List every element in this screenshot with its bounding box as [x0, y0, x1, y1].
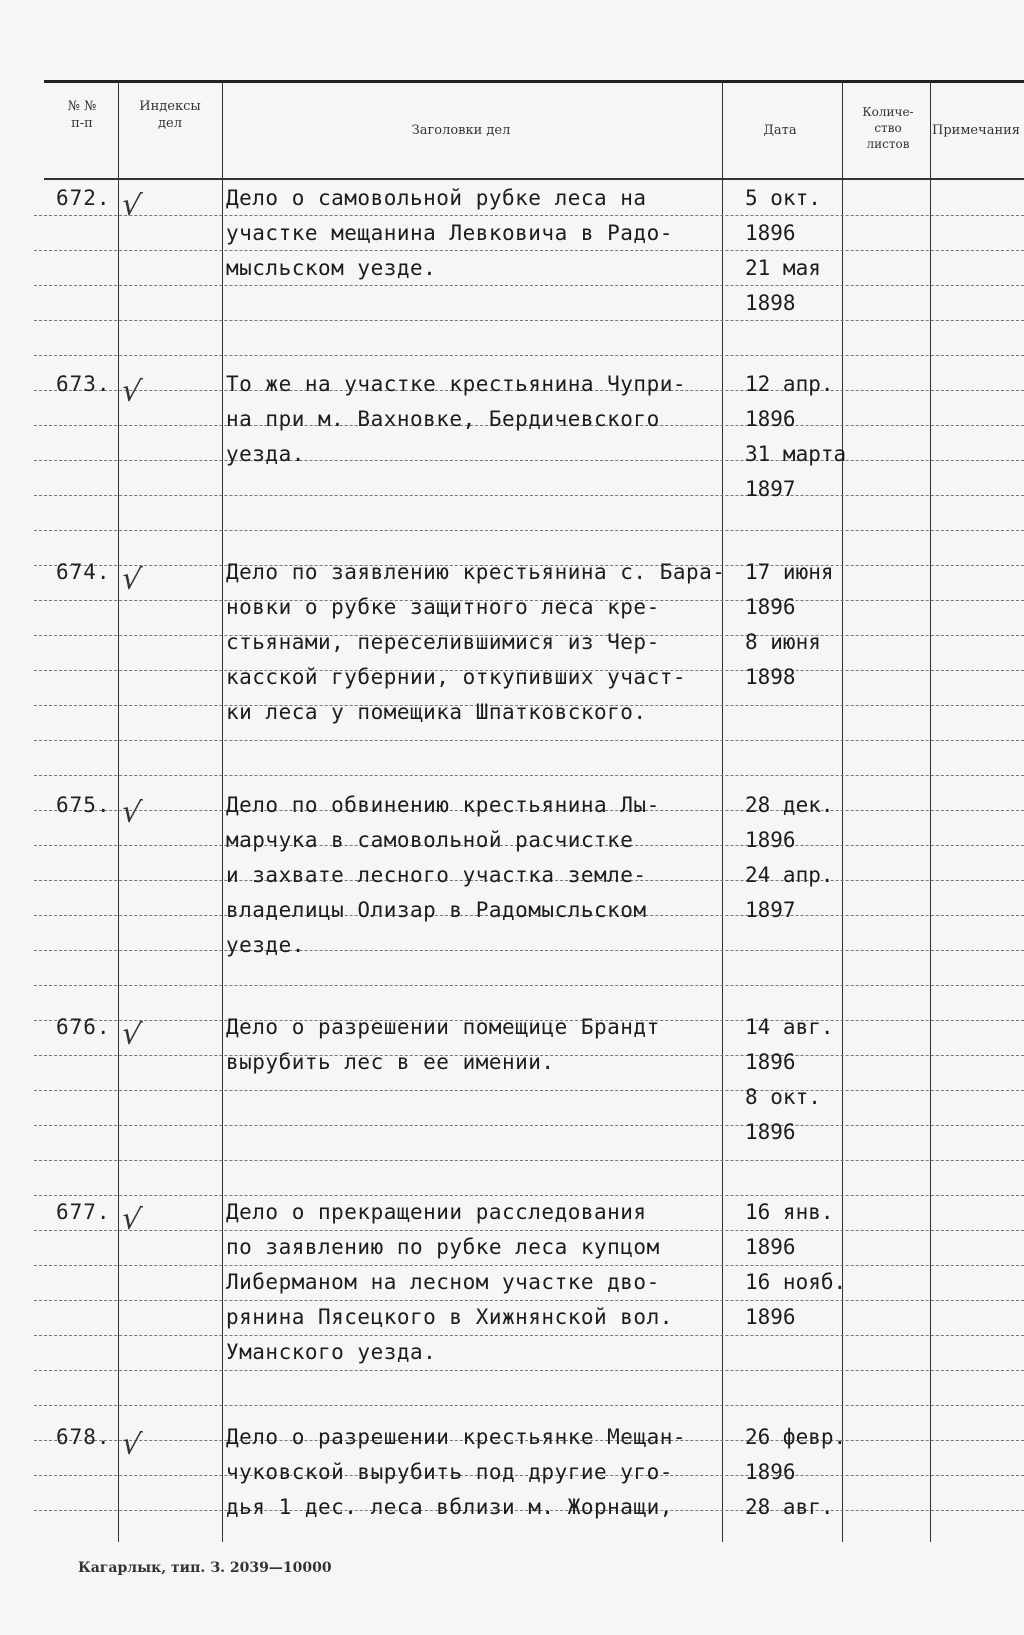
ruled-line — [34, 460, 1024, 461]
entry-date: 1896 — [745, 828, 796, 852]
ruled-line — [34, 985, 1024, 986]
entry-number: 673. — [56, 372, 111, 396]
header-notes: Примечания — [932, 123, 1021, 138]
entry-date: 1898 — [745, 291, 796, 315]
column-divider — [842, 82, 843, 1542]
entry-date: 1896 — [745, 1305, 796, 1329]
entry-date: 1896 — [745, 1460, 796, 1484]
ruled-line — [34, 1195, 1024, 1196]
entry-date: 1897 — [745, 477, 796, 501]
entry-date: 1896 — [745, 595, 796, 619]
entry-title-line: Дело по заявлению крестьянина с. Бара- — [226, 560, 726, 584]
entry-date: 14 авг. — [745, 1015, 834, 1039]
checkmark-icon: √ — [119, 1425, 144, 1464]
entry-title-line: стьянами, переселившимися из Чер- — [226, 630, 660, 654]
entry-date: 28 дек. — [745, 793, 834, 817]
ruled-line — [34, 1265, 1024, 1266]
top-rule — [44, 80, 1024, 83]
entry-number: 677. — [56, 1200, 111, 1224]
entry-title-line: по заявлению по рубке леса купцом — [226, 1235, 660, 1259]
entry-title-line: Дело о самовольной рубке леса на — [226, 186, 647, 210]
checkmark-icon: √ — [119, 186, 144, 225]
header-date: Дата — [763, 123, 797, 138]
ruled-line — [34, 950, 1024, 951]
column-divider — [930, 82, 931, 1542]
entry-number: 676. — [56, 1015, 111, 1039]
ruled-line — [34, 250, 1024, 251]
checkmark-icon: √ — [119, 1200, 144, 1239]
checkmark-icon: √ — [119, 560, 144, 599]
entry-date: 8 июня — [745, 630, 821, 654]
entry-title-line: марчука в самовольной расчистке — [226, 828, 634, 852]
entry-date: 31 марта — [745, 442, 847, 466]
ruled-line — [34, 1160, 1024, 1161]
entry-title-line: участке мещанина Левковича в Радо- — [226, 221, 673, 245]
entry-date: 1896 — [745, 1120, 796, 1144]
entry-date: 1896 — [745, 221, 796, 245]
entry-date: 16 янв. — [745, 1200, 834, 1224]
entry-number: 674. — [56, 560, 111, 584]
entry-date: 1896 — [745, 1235, 796, 1259]
column-divider — [222, 82, 223, 1542]
ruled-line — [34, 740, 1024, 741]
entry-date: 26 февр. — [745, 1425, 847, 1449]
entry-title-line: касской губернии, откупивших участ- — [226, 665, 687, 689]
entry-date: 1896 — [745, 407, 796, 431]
entry-date: 24 апр. — [745, 863, 834, 887]
ruled-line — [34, 355, 1024, 356]
header-titles: Заголовки дел — [411, 123, 511, 138]
column-divider — [722, 82, 723, 1542]
entry-date: 1898 — [745, 665, 796, 689]
header-sheet-count: Количе- ство листов — [862, 105, 914, 151]
entry-date: 21 мая — [745, 256, 821, 280]
entry-title-line: мысльском уезде. — [226, 256, 437, 280]
entry-title-line: Дело по обвинению крестьянина Лы- — [226, 793, 660, 817]
ruled-line — [34, 1300, 1024, 1301]
ruled-line — [34, 530, 1024, 531]
entry-title-line: То же на участке крестьянина Чупри- — [226, 372, 687, 396]
entry-title-line: новки о рубке защитного леса кре- — [226, 595, 660, 619]
entry-number: 678. — [56, 1425, 111, 1449]
entry-title-line: на при м. Вахновке, Бердичевского — [226, 407, 660, 431]
checkmark-icon: √ — [119, 372, 144, 411]
entry-title-line: Уманского уезда. — [226, 1340, 437, 1364]
ruled-line — [34, 1230, 1024, 1231]
ruled-line — [34, 775, 1024, 776]
entry-title-line: Дело о разрешении крестьянке Мещан- — [226, 1425, 687, 1449]
entry-date: 28 авг. — [745, 1495, 834, 1519]
entry-title-line: рянина Пясецкого в Хижнянской вол. — [226, 1305, 673, 1329]
entry-date: 12 апр. — [745, 372, 834, 396]
entry-title-line: Либерманом на лесном участке дво- — [226, 1270, 660, 1294]
printer-imprint: Кагарлык, тип. З. 2039—10000 — [78, 1560, 332, 1576]
ruled-line — [34, 1090, 1024, 1091]
ruled-line — [34, 1405, 1024, 1406]
entry-title-line: уезде. — [226, 933, 305, 957]
entry-title-line: вырубить лес в ее имении. — [226, 1050, 555, 1074]
ruled-line — [34, 495, 1024, 496]
entry-date: 17 июня — [745, 560, 834, 584]
entry-title-line: Дело о прекращении расследования — [226, 1200, 647, 1224]
ruled-line — [34, 1370, 1024, 1371]
ruled-line — [34, 215, 1024, 216]
checkmark-icon: √ — [119, 1015, 144, 1054]
entry-title-line: и захвате лесного участка земле- — [226, 863, 647, 887]
ruled-line — [34, 285, 1024, 286]
column-divider — [118, 82, 119, 1542]
ruled-line — [34, 320, 1024, 321]
entry-date: 5 окт. — [745, 186, 821, 210]
entry-title-line: Дело о разрешении помещице Брандт — [226, 1015, 660, 1039]
entry-date: 1897 — [745, 898, 796, 922]
entry-date: 16 нояб. — [745, 1270, 847, 1294]
header-number: № № п-п — [67, 99, 97, 131]
entry-title-line: чуковской вырубить под другие уго- — [226, 1460, 673, 1484]
entry-number: 672. — [56, 186, 111, 210]
entry-number: 675. — [56, 793, 111, 817]
entry-title-line: владелицы Олизар в Радомысльском — [226, 898, 647, 922]
entry-date: 1896 — [745, 1050, 796, 1074]
entry-title-line: дья 1 дес. леса вблизи м. Жорнащи, — [226, 1495, 673, 1519]
ruled-line — [34, 1335, 1024, 1336]
entry-title-line: ки леса у помещика Шпатковского. — [226, 700, 647, 724]
entry-date: 8 окт. — [745, 1085, 821, 1109]
entry-title-line: уезда. — [226, 442, 305, 466]
header-index: Индексы дел — [139, 99, 201, 131]
checkmark-icon: √ — [119, 793, 144, 832]
header-rule — [44, 178, 1024, 180]
ruled-line — [34, 1125, 1024, 1126]
